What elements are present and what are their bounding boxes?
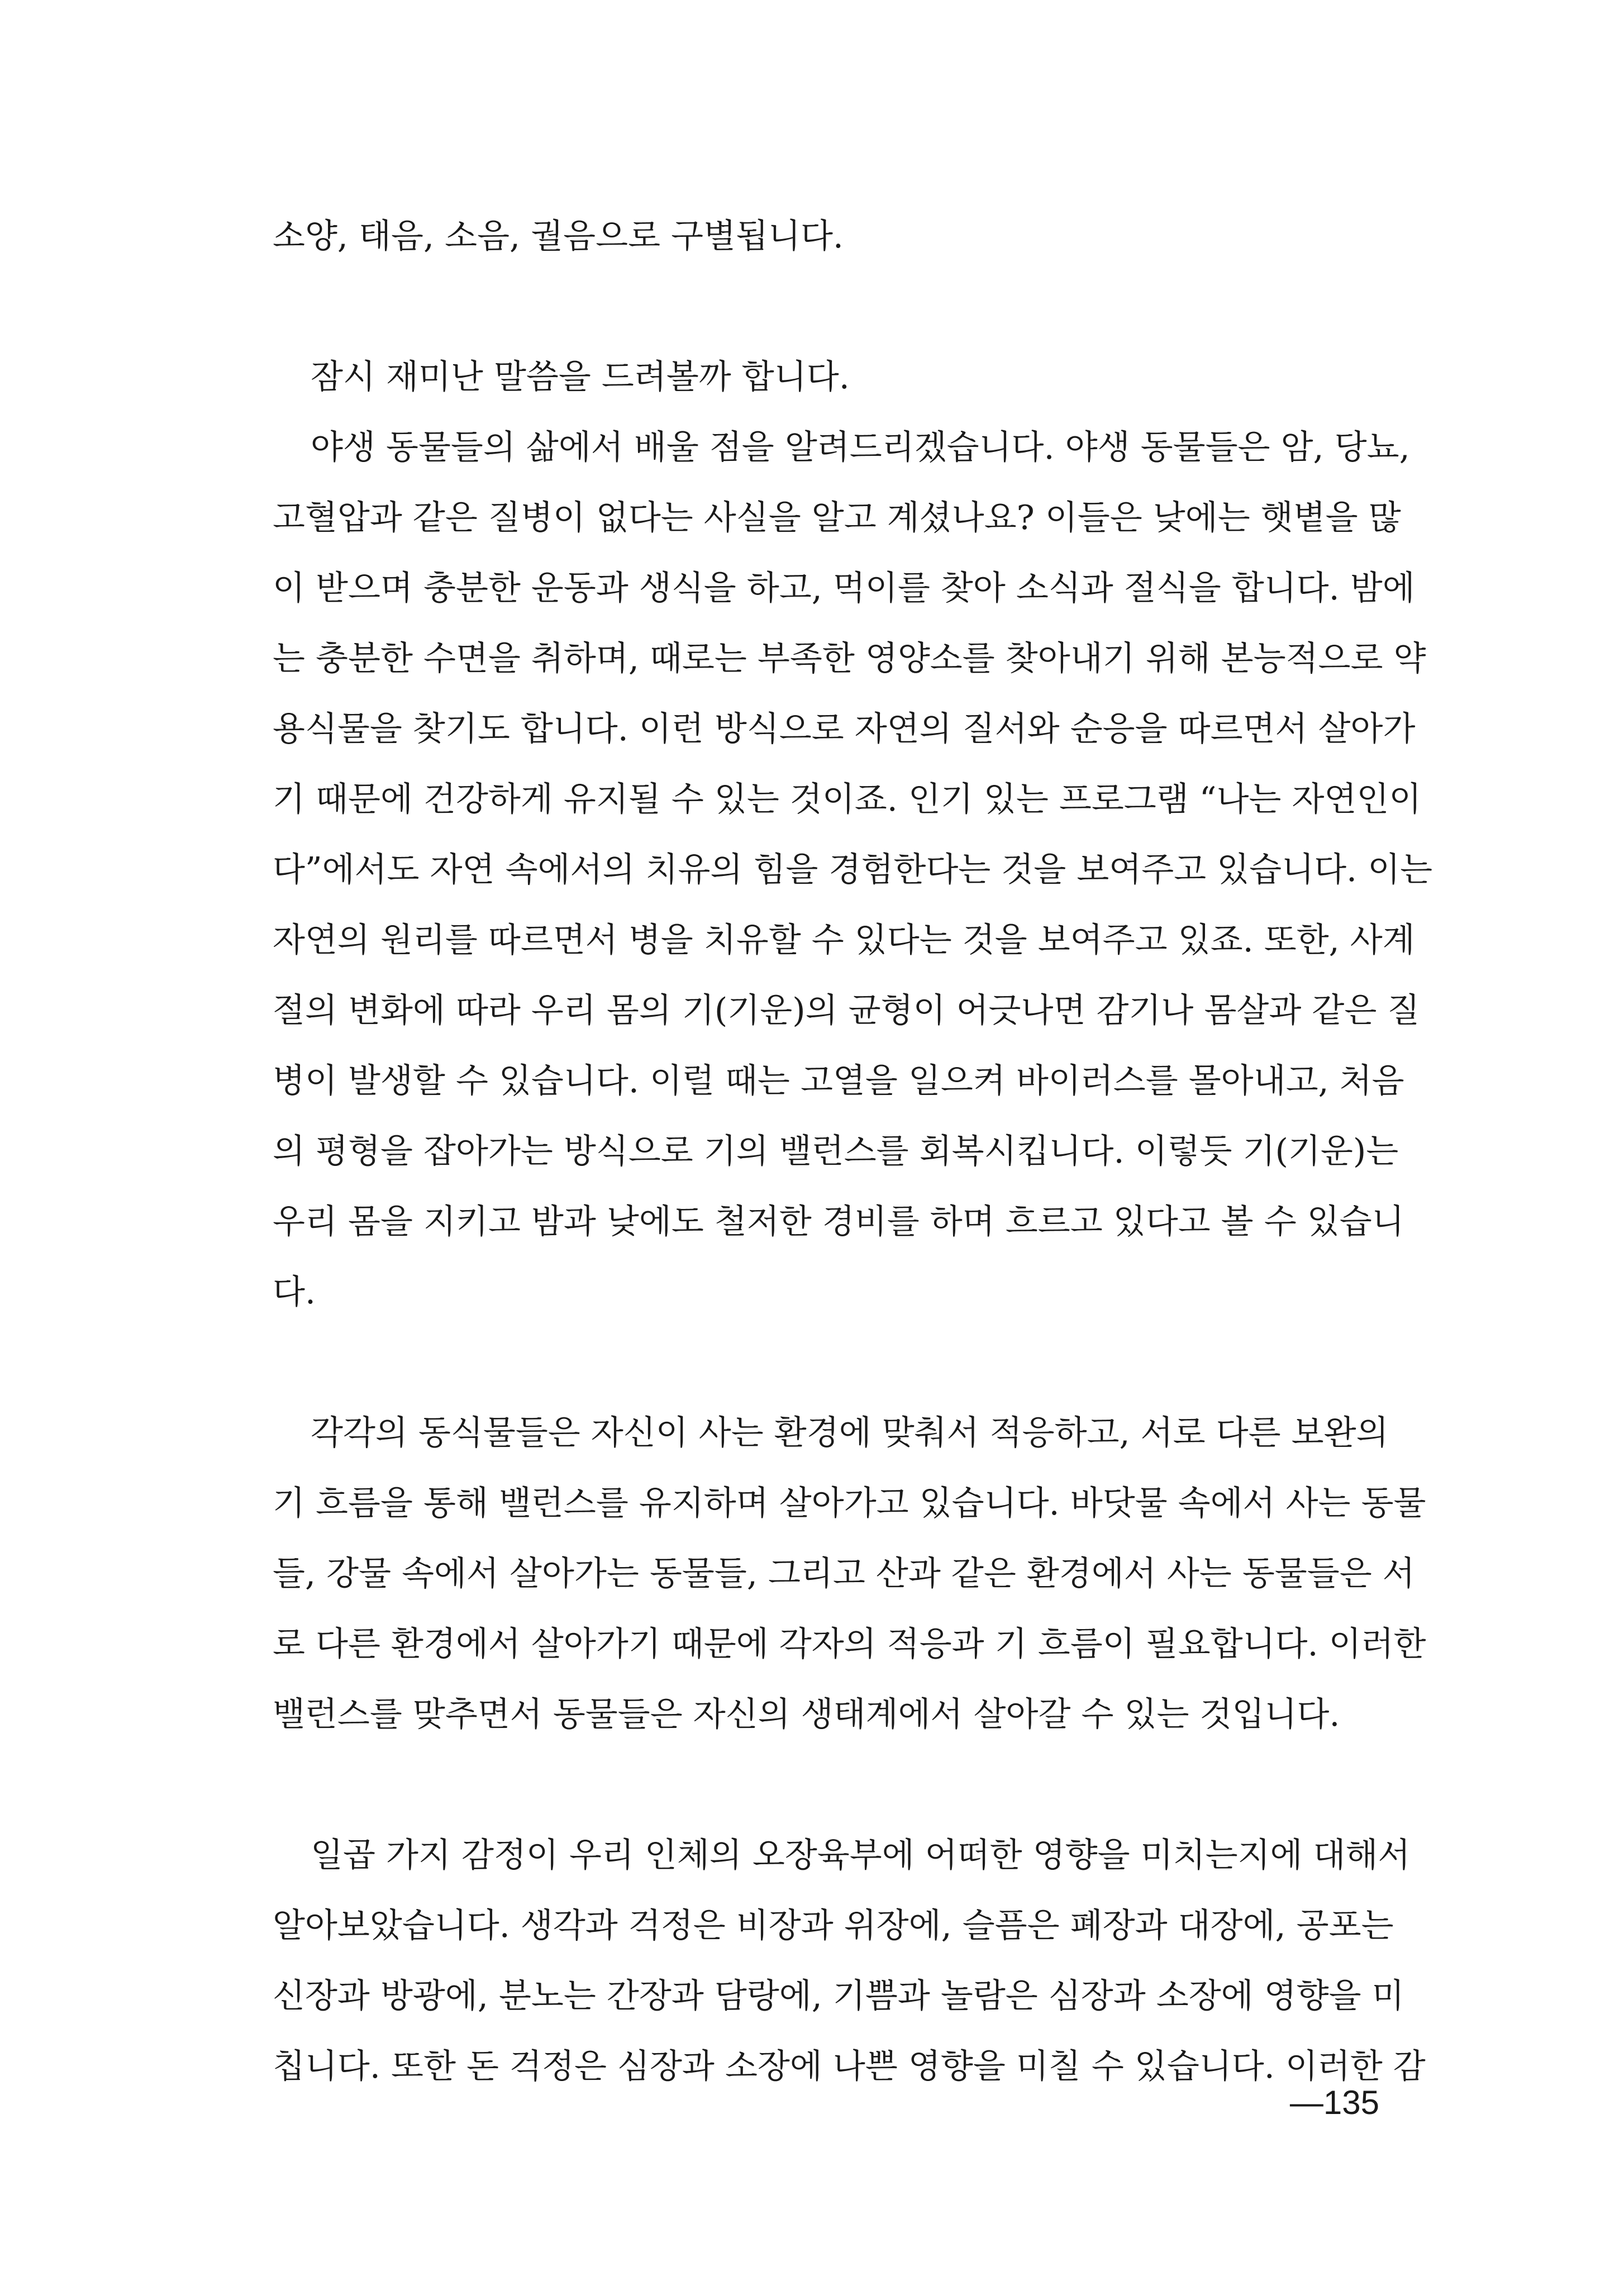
body-text xyxy=(273,201,1433,2102)
text-line: 의 평형을 잡아가는 방식으로 기의 밸런스를 회복시킵니다. 이렇듯 기(기운)는 xyxy=(273,1132,1399,1171)
paragraph-5 xyxy=(273,1820,1426,2102)
text-line: 우리 몸을 지키고 밤과 낮에도 철저한 경비를 하며 흐르고 있다고 볼 수 있습니 xyxy=(273,1202,1404,1241)
text-line: 칩니다. 또한 돈 걱정은 심장과 소장에 나쁜 영향을 미칠 수 있습니다. 이러한 감 xyxy=(273,2047,1426,2086)
text-line: 각각의 동식물들은 자신이 사는 환경에 맞춰서 적응하고, 서로 다른 보완의 xyxy=(311,1413,1389,1453)
text-line: 잠시 재미난 말씀을 드려볼까 합니다. xyxy=(311,358,850,397)
text-line: 알아보았습니다. 생각과 걱정은 비장과 위장에, 슬픔은 폐장과 대장에, 공포는 xyxy=(273,1906,1394,1945)
page-number: —135 xyxy=(1289,2084,1379,2121)
paragraph-3 xyxy=(273,412,1433,1327)
text-line: 병이 발생할 수 있습니다. 이럴 때는 고열을 일으켜 바이러스를 몰아내고, 처음 xyxy=(273,1061,1404,1101)
paragraph-gap xyxy=(273,272,1379,342)
text-line: 는 충분한 수면을 취하며, 때로는 부족한 영양소를 찾아내기 위해 본능적으로 약 xyxy=(273,639,1426,678)
text-line: 다. xyxy=(273,1273,316,1312)
text-line: 용식물을 찾기도 합니다. 이런 방식으로 자연의 질서와 순응을 따르면서 살아가 xyxy=(273,710,1416,749)
text-line: 절의 변화에 따라 우리 몸의 기(기운)의 균형이 어긋나면 감기나 몸살과 같은 질 xyxy=(273,991,1420,1030)
paragraph-4 xyxy=(273,1398,1426,1750)
text-line: 들, 강물 속에서 살아가는 동물들, 그리고 산과 같은 환경에서 사는 동물들은 서 xyxy=(273,1554,1415,1593)
text-line: 자연의 원리를 따르면서 병을 치유할 수 있다는 것을 보여주고 있죠. 또한, 사계 xyxy=(273,921,1415,960)
paragraph-gap xyxy=(273,1750,1379,1820)
text-line: 기 흐름을 통해 밸런스를 유지하며 살아가고 있습니다. 바닷물 속에서 사는 동물 xyxy=(273,1484,1426,1523)
paragraph-gap xyxy=(273,1327,1379,1398)
text-line: 다”에서도 자연 속에서의 치유의 힘을 경험한다는 것을 보여주고 있습니다. 이는 xyxy=(273,850,1433,889)
text-line: 기 때문에 건강하게 유지될 수 있는 것이죠. 인기 있는 프로그램 “나는 자연인이 xyxy=(273,780,1422,819)
paragraph-2 xyxy=(273,342,1379,412)
text-line: 이 받으며 충분한 운동과 생식을 하고, 먹이를 찾아 소식과 절식을 합니다. 밤에 xyxy=(273,569,1415,608)
text-line: 소양, 태음, 소음, 궐음으로 구별됩니다. xyxy=(273,217,844,256)
text-line: 로 다른 환경에서 살아가기 때문에 각자의 적응과 기 흐름이 필요합니다. 이러한 xyxy=(273,1625,1426,1664)
text-line: 고혈압과 같은 질병이 없다는 사실을 알고 계셨나요? 이들은 낮에는 햇볕을 많 xyxy=(273,498,1401,537)
text-line: 일곱 가지 감정이 우리 인체의 오장육부에 어떠한 영향을 미치는지에 대해서 xyxy=(311,1836,1411,1875)
text-line: 밸런스를 맞추면서 동물들은 자신의 생태계에서 살아갈 수 있는 것입니다. xyxy=(273,1695,1340,1734)
paragraph-1 xyxy=(273,201,1379,272)
text-line: 야생 동물들의 삶에서 배울 점을 알려드리겠습니다. 야생 동물들은 암, 당뇨, xyxy=(311,428,1410,467)
text-line: 신장과 방광에, 분노는 간장과 담랑에, 기쁨과 놀람은 심장과 소장에 영향을 미 xyxy=(273,1977,1404,2016)
